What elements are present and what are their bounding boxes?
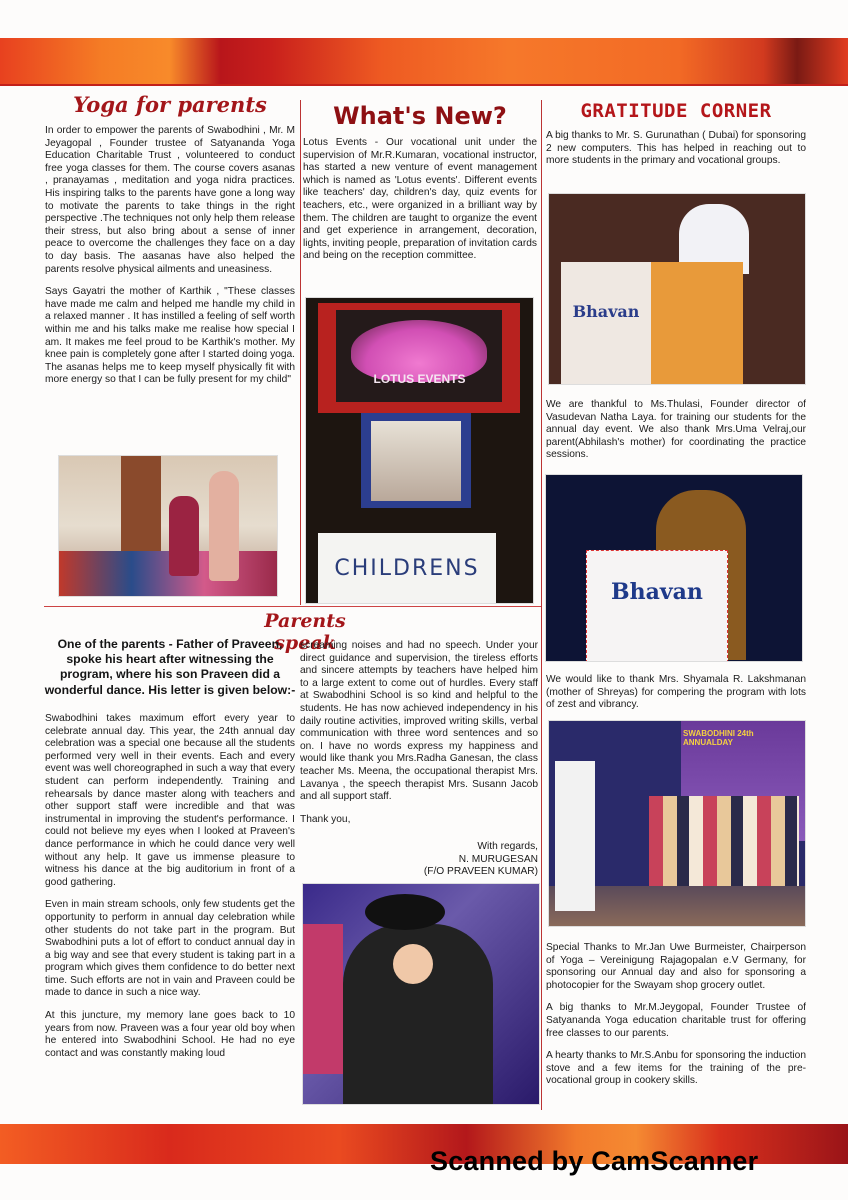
letter-column-2 [300,640,538,836]
annual-day-stage-photo [548,720,806,927]
parents-speak-lead: One of the parents - Father of Praveen, spoke his heart after witnessing the program, where his son Praveen did a wonderful dance. His letter is given below:- [44,637,296,697]
letter-paragraph: Swabodhini takes maximum effort every year to celebrate annual day. This year, the 24th annual day celebration was a special one because all the students performed very well in their events. Each and every event was well choreographed in such a way that every student can perform independently. Training and rehearsals by dance master along with teachers and other support staff were incredible and that was instrumental in improving the student's performance. I could not believe my eyes when I looked at Praveen's dance performance in which he could dance very well without any help. It gave us immense pleasure to witness his dance at the big auditorium in front of a good gathering. [45,713,295,888]
letter-paragraph: screaming noises and had no speech. Under your direct guidance and supervision, the tireless efforts and sincere attempts by teachers have helped him to a large extent to come out of hurdles. Every staff at Swabodhini School is so kind and helpful to the students. He has now achieved independency in his daily routine activities, improved writing skills, verbal communication with three word sentences and so on. I have no words express my happiness and would like thank you Mrs.Radha Ganesan, the class teacher Ms. Meena, the occupational therapist Mrs. Lavanya , the speech therapist Mrs. Susann Jacob and all support staff. [300,640,538,803]
whats-new-body [303,137,537,273]
letter-paragraph: At this juncture, my memory lane goes back to 10 years from now. Praveen was a four year old boy when he entered into Swabodhini School. He had no eye contact and was constantly making loud [45,1010,295,1059]
column-divider [541,100,542,1110]
whats-new-paragraph: Lotus Events - Our vocational unit under the supervision of Mr.R.Kumaran, vocational instructor, has started a new venture of event management which is named as 'Lotus events'. Different events like teachers' day, children's day, quiz events for teachers, etc., were organized in a brilliant way by them. The children are taught to organize the event and get experience in arrangement, decoration, lights, inviting people, preparation of invitation cards and being on the reception committee. [303,137,537,262]
gratitude-item: A hearty thanks to Mr.S.Anbu for sponsoring the induction stove and a few items for the training of the pre-vocational group in cookery skills. [546,1050,806,1087]
letter-column-1 [45,713,295,1070]
header-color-band [0,38,848,86]
gratitude-list [546,942,806,1098]
gratitude-item: A big thanks to Mr.M.Jeygopal, Founder Trustee of Satyananda Yoga education charitable trust for offering free classes to our parents. [546,1002,806,1039]
camscanner-watermark: Scanned by CamScanner [430,1146,759,1176]
childrens-day-banner: CHILDRENS [334,556,480,581]
yoga-section-body [45,125,295,397]
yoga-section-title: Yoga for parents [73,92,267,117]
letter-signature [300,841,538,879]
yoga-paragraph: In order to empower the parents of Swabodhini , Mr. M Jeyagopal , Founder trustee of Satyananda Yoga Education Charitable Trust , volunteered to conduct free yoga classes for them. The course covers asanas , pranayamas , meditation and yoga nidra practices. His inspiring talks to the parents have gone a long way to motivate the parents to take things in the right perspective .The techniques not only help them release their stress, but also bring about a sense of inner peace to overcome the challenges they face on a day to day basis. The aasanas have also helped the parents resolve physical ailments and uneasiness. [45,125,295,275]
speaker-podium-photo [545,474,803,662]
gratitude-item: We are thankful to Ms.Thulasi, Founder director of Vasudevan Natha Laya. for training our students for the annual day event. We also thank Mrs.Uma Velraj,our parent(Abhilash's mother) for coordinating the practice sessions. [546,399,806,461]
yoga-quote: Says Gayatri the mother of Karthik , "These classes have made me calm and helped me handle my child in a relaxed manner . It has instilled a feeling of self worth within me and his talks make me realise how special I am. It makes me feel proud to be Karthik's mother. My knee pain is completely gone after I started doing yoga. The asanas helps me to keep myself physically fit with more energy so that I can be fully present for my child" [45,286,295,386]
podium-sign-text: Bhavan [572,302,640,321]
parents-speak-title: Parents speak [264,610,346,654]
section-divider [44,606,541,607]
gratitude-item: Special Thanks to Mr.Jan Uwe Burmeister, Chairperson of Yoga – Vereinigung Rajagopalan e.V Germany, for sponsoring our Annual day and also for sponsoring a photocopier for the Swayam shop grocery outlet. [546,942,806,991]
stage-banner-text: SWABODHINI 24th ANNUALDAY [683,729,754,747]
speaker-podium-photo [548,193,806,385]
podium-sign-text: Bhavan [611,579,703,605]
letter-paragraph: Even in main stream schools, only few students get the opportunity to perform in annual day celebration while other students do not take part in the program. But Swabodhini puts a lot of effort to conduct annual day in a big way and see that every student is taking part in a program which gives them confidence to do better next time. Such efforts are not in vain and Praveen could be made to dance in such a nice way. [45,899,295,999]
column-divider [300,100,301,605]
signature-line: With regards, [477,841,538,852]
lotus-events-sign: LOTUS EVENTS [373,372,466,386]
gratitude-item: A big thanks to Mr. S. Gurunathan ( Dubai) for sponsoring 2 new computers. This has helped in reaching out to more students in the primary and vocational groups. [546,130,806,167]
praveen-dance-photo [302,883,540,1105]
signature-name: N. MURUGESAN [458,853,538,865]
gratitude-item: We would like to thank Mrs. Shyamala R. Lakshmanan (mother of Shreyas) for compering the program with lots of zest and vibrancy. [546,674,806,711]
gratitude-corner-title: GRATITUDE CORNER [580,100,772,122]
letter-closing: Thank you, [300,813,351,825]
signature-relation: (F/O PRAVEEN KUMAR) [423,866,538,878]
yoga-class-photo [58,455,278,597]
lotus-events-photo [305,297,534,604]
whats-new-title: What's New? [333,102,507,130]
